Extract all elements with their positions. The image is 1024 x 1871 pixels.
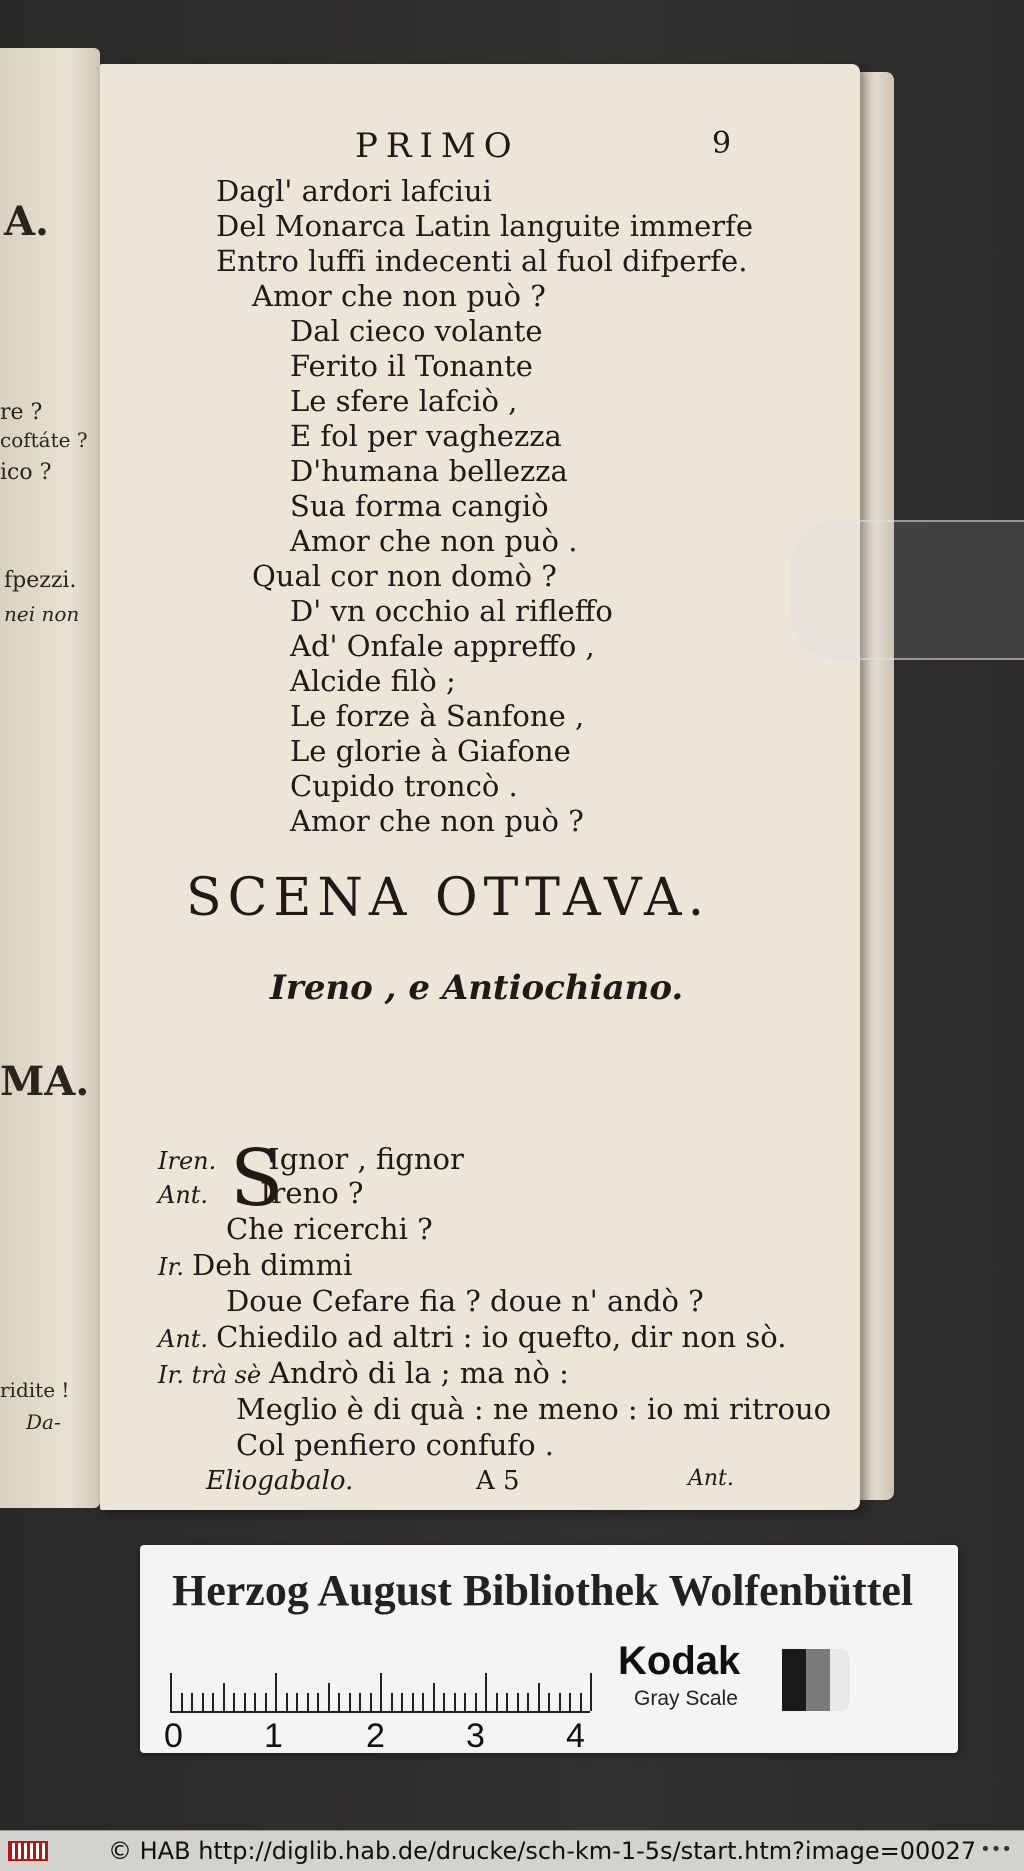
ruler-tick <box>412 1693 414 1711</box>
verse-line: Sua forma cangiò <box>290 489 549 523</box>
page-clip <box>790 520 1024 660</box>
verse-line: Amor che non può ? <box>290 804 584 838</box>
ruler-tick <box>244 1693 246 1711</box>
ruler-number: 4 <box>566 1717 585 1755</box>
color-calibration-card <box>140 1545 958 1753</box>
verse-line: Del Monarca Latin languite immerfe <box>216 209 753 243</box>
ruler-tick <box>590 1673 592 1711</box>
dialogue-line: Che ricerchi ? <box>226 1212 433 1246</box>
page-footer-title: Eliogabalo. <box>206 1466 354 1496</box>
scene-subtitle: Ireno , e Antiochiano. <box>270 968 684 1008</box>
verse-line: E fol per vaghezza <box>290 419 562 453</box>
ruler-tick <box>296 1693 298 1711</box>
ruler-number: 2 <box>366 1717 385 1755</box>
dialogue-text: Deh dimmi <box>191 1248 353 1282</box>
page-number: 9 <box>712 126 732 161</box>
ruler-tick <box>569 1693 571 1711</box>
ruler-tick <box>433 1683 435 1711</box>
ruler-tick <box>538 1683 540 1711</box>
page-edge <box>858 72 894 1500</box>
verse-line: Amor che non può . <box>290 524 578 558</box>
scene-title: SCENA OTTAVA. <box>186 868 711 928</box>
ruler-tick <box>475 1693 477 1711</box>
ruler-tick <box>443 1693 445 1711</box>
verse-line: Le forze à Sanfone , <box>290 699 585 733</box>
ruler-tick <box>286 1693 288 1711</box>
ruler-tick <box>307 1693 309 1711</box>
dialogue-line <box>158 1320 786 1356</box>
ruler-tick <box>401 1693 403 1711</box>
ruler-tick <box>212 1693 214 1711</box>
dialogue-line <box>158 1142 464 1178</box>
ruler-tick <box>517 1693 519 1711</box>
left-fragment: A. <box>4 198 49 245</box>
hab-logo-icon <box>8 1837 48 1865</box>
gray-swatch-dark <box>782 1649 806 1711</box>
verse-line: Amor che non può ? <box>252 279 546 313</box>
ruler-tick <box>559 1693 561 1711</box>
ruler-tick <box>317 1693 319 1711</box>
ruler-tick <box>506 1693 508 1711</box>
left-fragment: fpezzi. <box>4 568 77 593</box>
footer-bar <box>0 1830 1024 1871</box>
speaker-label: Ir. trà sè <box>158 1361 262 1389</box>
verse-line: Entro luffi indecenti al fuol difperfe. <box>216 244 748 278</box>
speaker-label: Ant. <box>158 1325 209 1353</box>
ruler-tick <box>548 1693 550 1711</box>
ruler-tick <box>370 1693 372 1711</box>
dialogue-line: Col penfiero confufo . <box>236 1428 555 1462</box>
verse-line: Ferito il Tonante <box>290 349 533 383</box>
left-fragment: MA. <box>0 1058 90 1105</box>
gray-swatch-mid <box>806 1649 830 1711</box>
left-fragment: ridite ! <box>0 1378 70 1402</box>
ruler <box>164 1633 630 1755</box>
ruler-tick <box>391 1693 393 1711</box>
ruler-tick <box>454 1693 456 1711</box>
book-page <box>100 64 860 1510</box>
ruler-tick <box>338 1693 340 1711</box>
kodak-logo: Kodak <box>618 1639 741 1683</box>
gray-scale-label: Gray Scale <box>634 1687 738 1710</box>
ruler-tick <box>191 1693 193 1711</box>
verse-line: Le glorie à Giafone <box>290 734 571 768</box>
verse-line: D'humana bellezza <box>290 454 568 488</box>
ruler-number: 1 <box>264 1717 283 1755</box>
ruler-tick <box>496 1693 498 1711</box>
speaker-label: Ant. <box>158 1181 209 1209</box>
ruler-tick <box>485 1673 487 1711</box>
speaker-label: Iren. <box>158 1147 217 1175</box>
left-fragment: coftáte ? <box>0 428 88 452</box>
left-fragment: re ? <box>0 400 43 425</box>
ruler-tick <box>275 1673 277 1711</box>
ruler-tick <box>422 1693 424 1711</box>
verse-line: Dagl' ardori lafciui <box>216 174 492 208</box>
verse-line: Alcide filò ; <box>290 664 456 698</box>
library-name: Herzog August Bibliothek Wolfenbüttel <box>172 1566 914 1615</box>
ruler-tick <box>223 1683 225 1711</box>
dialogue-text: Andrò di la ; ma nò : <box>269 1356 569 1390</box>
copyright-link[interactable]: © HAB http://diglib.hab.de/drucke/sch-km-1-5s/start.htm?image=00027 <box>108 1837 977 1865</box>
ruler-tick <box>170 1673 172 1711</box>
dialogue-line <box>158 1248 352 1284</box>
catchword: Ant. <box>688 1466 734 1491</box>
ruler-tick <box>349 1693 351 1711</box>
dialogue-line <box>158 1356 569 1392</box>
ruler-tick <box>359 1693 361 1711</box>
dialogue-text: Chiedilo ad altri : io quefto, dir non sò. <box>216 1320 787 1354</box>
left-fragment: ico ? <box>0 460 52 485</box>
left-fragment: Da- <box>26 1410 61 1434</box>
verse-line: Qual cor non domò ? <box>252 559 557 593</box>
ruler-number: 3 <box>466 1717 485 1755</box>
dialogue-line: Meglio è di quà : ne meno : io mi ritrouo <box>236 1392 832 1426</box>
ruler-tick <box>328 1683 330 1711</box>
left-page <box>0 48 100 1508</box>
ruler-tick <box>202 1693 204 1711</box>
ruler-tick <box>527 1693 529 1711</box>
ruler-baseline <box>170 1711 590 1713</box>
verse-line: Ad' Onfale appreffo , <box>290 629 595 663</box>
ruler-tick <box>233 1693 235 1711</box>
ruler-tick <box>265 1693 267 1711</box>
running-head: PRIMO <box>355 126 520 166</box>
dialogue-text: Ignor , fignor <box>268 1142 464 1176</box>
speaker-label: Ir. <box>158 1253 184 1281</box>
dialogue-line: Doue Cefare fia ? doue n' andò ? <box>226 1284 704 1318</box>
verse-line: Cupido troncò . <box>290 769 518 803</box>
ruler-tick <box>580 1693 582 1711</box>
ruler-number: 0 <box>164 1717 183 1755</box>
dialogue-text: Ireno ? <box>260 1176 364 1210</box>
menu-dots-icon[interactable]: ••• <box>980 1839 1012 1860</box>
verse-line: Dal cieco volante <box>290 314 543 348</box>
ruler-tick <box>380 1673 382 1711</box>
signature-mark: A 5 <box>476 1466 520 1496</box>
ruler-tick <box>181 1693 183 1711</box>
drop-cap: S <box>230 1134 284 1224</box>
gray-swatch-light <box>830 1649 850 1711</box>
ruler-tick <box>464 1693 466 1711</box>
ruler-tick <box>254 1693 256 1711</box>
verse-line: D' vn occhio al rifleffo <box>290 594 613 628</box>
verse-line: Le sfere lafciò , <box>290 384 518 418</box>
dialogue-line <box>158 1176 363 1212</box>
left-fragment: nei non <box>4 602 80 626</box>
